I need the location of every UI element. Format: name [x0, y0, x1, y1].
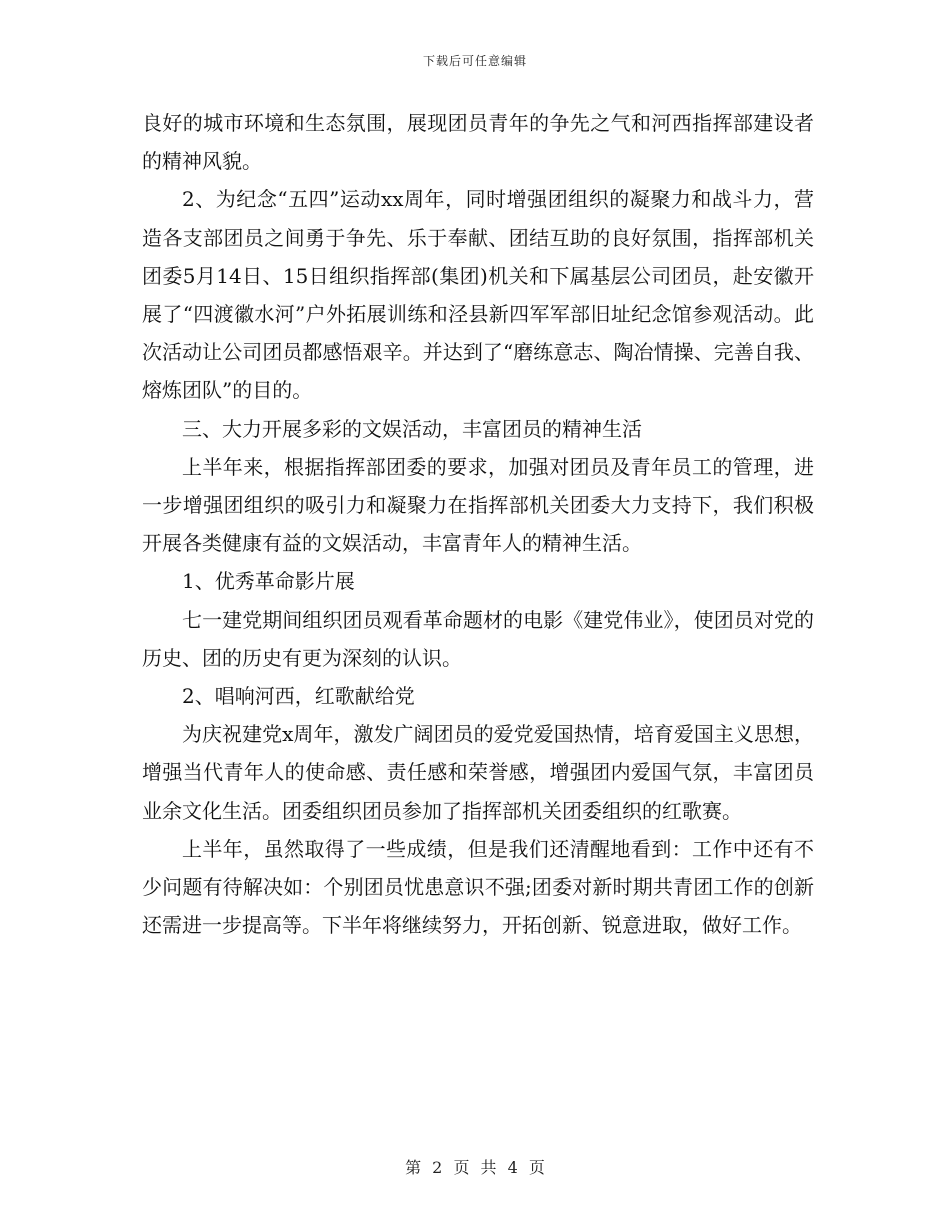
section-heading-3: 三、大力开展多彩的文娱活动，丰富团员的精神生活: [182, 416, 642, 441]
subheading-film-exhibition: 1、优秀革命影片展: [182, 569, 355, 594]
document-body: [142, 104, 814, 944]
page-footer: 第 2 页 共 4 页: [405, 1158, 545, 1177]
paragraph-first-half-summary: 上半年来，根据指挥部团委的要求，加强对团员及青年员工的管理，进一步增强团组织的吸引力和凝聚力在指挥部机关团委大力支持下，我们积极开展各类健康有益的文娱活动，丰富青年人的精神生活。: [142, 454, 814, 556]
page-header: 下载后可任意编辑: [422, 54, 527, 68]
paragraph-continuation: 良好的城市环境和生态氛围，展现团员青年的争先之气和河西指挥部建设者的精神风貌。: [142, 111, 814, 174]
paragraph-conclusion: 上半年，虽然取得了一些成绩，但是我们还清醒地看到：工作中还有不少问题有待解决如：个别团员忧患意识不强;团委对新时期共青团工作的创新还需进一步提高等。下半年将继续努力，开拓创新、锐意进取，做好工作。: [142, 836, 814, 938]
paragraph-film-exhibition: 七一建党期间组织团员观看革命题材的电影《建党伟业》，使团员对党的历史、团的历史有更为深刻的认识。: [142, 607, 814, 670]
subheading-red-songs: 2、唱响河西，红歌献给党: [182, 684, 415, 709]
paragraph-red-songs: 为庆祝建党x周年，激发广阔团员的爱党爱国热情，培育爱国主义思想，增强当代青年人的使命感、责任感和荣誉感，增强团内爱国气氛，丰富团员业余文化生活。团委组织团员参加了指挥部机关团委组织的红歌赛。: [142, 722, 814, 823]
paragraph-item-2-may-fourth: 2、为纪念“五四”运动xx周年，同时增强团组织的凝聚力和战斗力，营造各支部团员之间勇于争先、乐于奉献、团结互助的良好氛围，指挥部机关团委5月14日、15日组织指挥部(集团)机关和下属基层公司团员，赴安徽开展了“四渡徽水河”户外拓展训练和泾县新四军军部旧址纪念馆参观活动。此次活动让公司团员都感悟艰辛。并达到了“磨练意志、陶冶情操、完善自我、熔炼团队”的目的。: [142, 187, 814, 403]
